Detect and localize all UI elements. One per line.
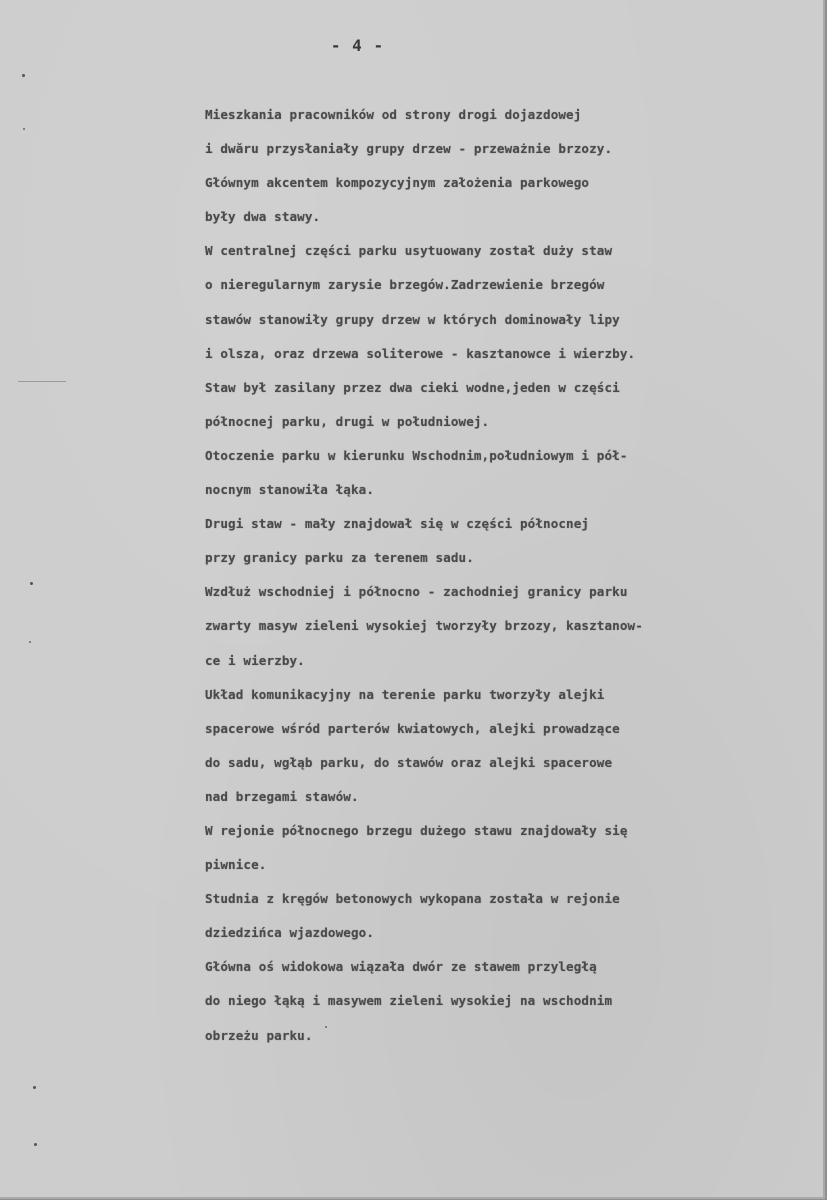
text-line: i dwăru przysłaniały grupy drzew - przeważnie brzozy.: [205, 141, 613, 157]
paper-speck: [34, 1143, 37, 1146]
text-line: W centralnej części parku usytuowany został duży staw: [205, 243, 613, 259]
paper-speck: [29, 641, 31, 643]
text-line: nocnym stanowiła łąka.: [205, 482, 375, 498]
text-line: i olsza, oraz drzewa soliterowe - kasztanowce i wierzby.: [205, 345, 636, 361]
text-line: Układ komunikacyjny na terenie parku tworzyły alejki: [205, 686, 605, 702]
text-line: nad brzegami stawów.: [205, 788, 359, 804]
text-line: Staw był zasilany przez dwa cieki wodne,jeden w części: [205, 379, 620, 395]
text-line: były dwa stawy.: [205, 209, 321, 225]
text-line: przy granicy parku za terenem sadu.: [205, 550, 474, 566]
text-line: Wzdłuż wschodniej i północno - zachodniej granicy parku: [205, 584, 628, 600]
text-line: W rejonie północnego brzegu dużego stawu znajdowały się: [205, 822, 628, 838]
typed-text-body: [205, 98, 805, 1053]
page-number: - 4 -: [330, 36, 385, 55]
text-line: ce i wierzby.: [205, 652, 305, 668]
text-line: Otoczenie parku w kierunku Wschodnim,południowym i pół-: [205, 447, 628, 463]
text-line: piwnice.: [205, 857, 267, 873]
paper-speck: [23, 128, 25, 130]
text-line: Drugi staw - mały znajdował się w części północnej: [205, 516, 590, 532]
text-line: dziedzińca wjazdowego.: [205, 925, 375, 941]
text-line: północnej parku, drugi w południowej.: [205, 413, 490, 429]
paper-speck: [22, 74, 25, 77]
text-line: do sadu, wgłąb parku, do stawów oraz alejki spacerowe: [205, 754, 613, 770]
text-line: Studnia z kręgów betonowych wykopana została w rejonie: [205, 891, 620, 907]
text-line: obrzeżu parku.: [205, 1027, 313, 1043]
paper-speck: [30, 582, 33, 585]
text-line: Mieszkania pracowników od strony drogi dojazdowej: [205, 107, 582, 122]
text-line: o nieregularnym zarysie brzegów.Zadrzewienie brzegów: [205, 277, 605, 293]
text-line: Głównym akcentem kompozycyjnym założenia parkowego: [205, 175, 590, 191]
text-line: stawów stanowiły grupy drzew w których dominowały lipy: [205, 311, 620, 327]
text-line: Główna oś widokowa wiązała dwór ze stawem przyległą: [205, 959, 597, 975]
paper-speck: [325, 1026, 327, 1028]
paper-speck: [33, 1086, 36, 1089]
paper-streak: [18, 381, 66, 382]
text-line: zwarty masyw zieleni wysokiej tworzyły brzozy, kasztanow-: [205, 618, 643, 634]
text-line: do niego łąką i masywem zieleni wysokiej na wschodnim: [205, 993, 613, 1009]
text-line: spacerowe wśród parterów kwiatowych, alejki prowadzące: [205, 720, 620, 736]
